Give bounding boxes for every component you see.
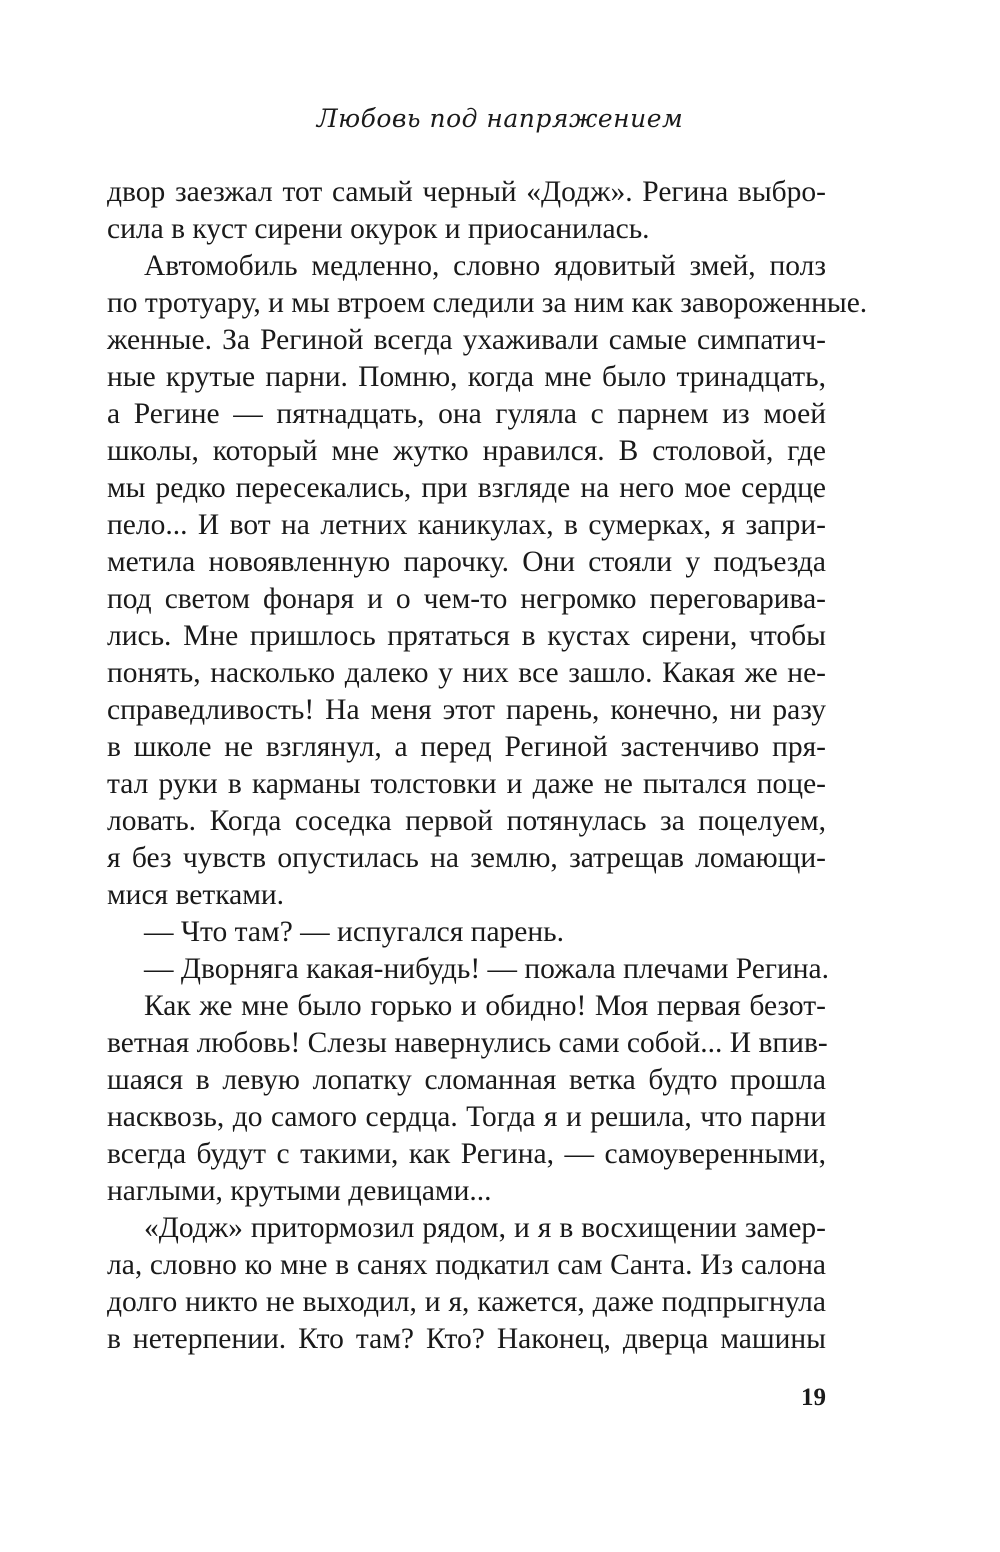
text-line: Автомобиль медленно, словно ядовитый змей, полз [144, 250, 826, 282]
text-line: «Додж» притормозил рядом, и я в восхищении замер- [144, 1212, 826, 1244]
text-line: наглыми, крутыми девицами... [107, 1175, 492, 1207]
text-line: мися ветками. [107, 879, 285, 911]
body-text [107, 174, 868, 1358]
text-line: женные. За Региной всегда ухаживали самые симпатич- [107, 324, 826, 356]
text-line: под светом фонаря и о чем-то негромко переговарива- [107, 583, 826, 615]
text-line: — Дворняга какая-нибудь! — пожала плечами Регина. [144, 953, 829, 985]
text-line: двор заезжал тот самый черный «Додж». Регина выбро- [107, 176, 826, 208]
text-line: долго никто не выходил, и я, кажется, даже подпрыгнула [107, 1286, 826, 1318]
text-line: в нетерпении. Кто там? Кто? Наконец, дверца машины [107, 1323, 826, 1355]
text-line: ветная любовь! Слезы навернулись сами собой... И впив- [107, 1027, 828, 1059]
text-line: Как же мне было горько и обидно! Моя первая безот- [144, 990, 826, 1022]
text-line: пело... И вот на летних каникулах, в сумерках, я запри- [107, 509, 826, 541]
text-line: метила новоявленную парочку. Они стояли у подъезда [107, 546, 826, 578]
text-line: ные крутые парни. Помню, когда мне было тринадцать, [107, 361, 826, 393]
text-line: в школе не взглянул, а перед Региной застенчиво пря- [107, 731, 826, 763]
text-line: — Что там? — испугался парень. [144, 916, 565, 948]
text-line: шаяся в левую лопатку сломанная ветка будто прошла [107, 1064, 826, 1096]
text-line: сила в куст сирени окурок и приосанилась. [107, 213, 650, 245]
text-line: ла, словно ко мне в санях подкатил сам Санта. Из салона [107, 1249, 826, 1281]
text-line: лись. Мне пришлось прятаться в кустах сирени, чтобы [107, 620, 826, 652]
text-line: понять, насколько далеко у них все зашло. Какая же не- [107, 657, 826, 689]
running-header: Любовь под напряжением [316, 104, 684, 133]
text-line: ловать. Когда соседка первой потянулась за поцелуем, [107, 805, 826, 837]
text-line: насквозь, до самого сердца. Тогда я и решила, что парни [107, 1101, 826, 1133]
text-line: тал руки в карманы толстовки и даже не пытался поце- [107, 768, 826, 800]
text-line: мы редко пересекались, при взгляде на него мое сердце [107, 472, 826, 504]
text-line: школы, который мне жутко нравился. В столовой, где [107, 435, 826, 467]
text-line: я без чувств опустилась на землю, затрещав ломающи- [107, 842, 826, 874]
text-line: всегда будут с такими, как Регина, — самоуверенными, [107, 1138, 826, 1170]
text-line: по тротуару, и мы втроем следили за ним как завороженные. [107, 287, 868, 319]
text-line: справедливость! На меня этот парень, конечно, ни разу [107, 694, 826, 726]
text-line: а Регине — пятнадцать, она гуляла с парнем из моей [107, 398, 826, 430]
page-number: 19 [801, 1384, 826, 1411]
